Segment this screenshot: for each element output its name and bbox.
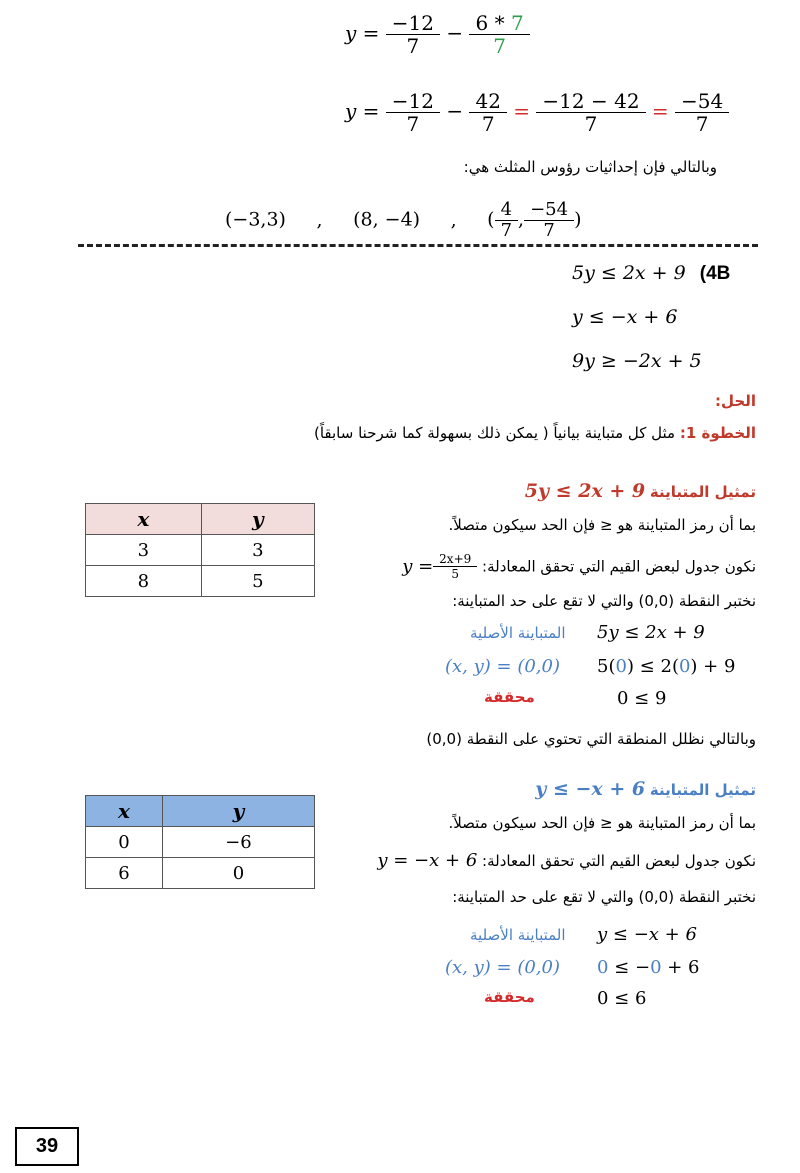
solution-label: الحل: (715, 392, 756, 410)
page-number: 39 (15, 1127, 79, 1166)
fraction: $\frac{-12}{7}$ (389, 12, 437, 57)
fraction: $\frac{42}{7}$ (472, 90, 503, 135)
fraction: $\frac{-54}{7}$ (678, 90, 726, 135)
section-2-line-2: نكون جدول لبعض القيم التي تحقق المعادلة: y = −x + 6 (377, 850, 756, 871)
vertices-intro: وبالتالي فإن إحداثيات رؤوس المثلث هي: (463, 158, 717, 176)
original-inequality-1: 5y ≤ 2x + 9 (597, 622, 705, 643)
fraction: $\frac{4}{7}$ (498, 200, 515, 241)
fraction: $\frac{-54}{7}$ (527, 200, 571, 241)
check-result-1: 0 ≤ 9 (617, 688, 667, 709)
fraction: $\frac{-12 - 42}{7}$ (539, 90, 642, 135)
problem-ineq-2: y ≤ −x + 6 (572, 306, 678, 328)
section-1-line-1: بما أن رمز المتباينة هو ≤ فإن الحد سيكون متصلاً. (448, 516, 756, 534)
section-2-line-3: نختبر النقطة (0,0) والتي لا تقع على حد المتباينة: (452, 888, 756, 906)
section-2-line-1: بما أن رمز المتباينة هو ≤ فإن الحد سيكون متصلاً. (448, 814, 756, 832)
substitution-2: 0 ≤ −0 + 6 (597, 957, 700, 978)
equation-1: y = $\frac{-12}{7}$ − $\frac{6 * 7}{7}$ (345, 12, 530, 57)
problem-ineq-1: 5y ≤ 2x + 9 (4B (572, 262, 731, 284)
section-1-line-3: نختبر النقطة (0,0) والتي لا تقع على حد المتباينة: (452, 592, 756, 610)
section-1-line-2: نكون جدول لبعض القيم التي تحقق المعادلة: y = $\frac{2x+9}{5}$ (402, 552, 756, 581)
test-point-1: (x, y) = (0,0) (445, 656, 561, 677)
satisfied-label-2: محققة (484, 988, 535, 1006)
section-1-title: تمثيل المتباينة 5y ≤ 2x + 9 (524, 480, 756, 502)
original-inequality-label-1: المتباينة الأصلية (470, 624, 566, 642)
original-inequality-2: y ≤ −x + 6 (597, 924, 697, 945)
section-1-conclusion: وبالتالي نظلل المنطقة التي تحتوي على النقطة (0,0) (426, 730, 756, 748)
test-point-2: (x, y) = (0,0) (445, 957, 561, 978)
section-divider (78, 244, 758, 247)
equation-2: y = $\frac{-12}{7}$ − $\frac{42}{7}$ = $\frac{-12 - 42}{7}$ = $\frac{-54}{7}$ (345, 90, 729, 135)
fraction: $\frac{-12}{7}$ (389, 90, 437, 135)
problem-ineq-3: 9y ≥ −2x + 5 (572, 350, 702, 372)
check-result-2: 0 ≤ 6 (597, 988, 647, 1009)
satisfied-label-1: محققة (484, 688, 535, 706)
values-table-2: x y 0 −6 6 0 (85, 795, 315, 889)
substitution-1: 5(0) ≤ 2(0) + 9 (597, 656, 736, 677)
original-inequality-label-2: المتباينة الأصلية (470, 926, 566, 944)
fraction: $\frac{6 * 7}{7}$ (472, 12, 526, 57)
values-table-1: x y 3 3 8 5 (85, 503, 315, 597)
vertices-list: (−3,3) , (8, −4) , ( $\frac{4}{7}$ , $\frac{-54}{7}$ ) (225, 199, 582, 241)
step-1: الخطوة 1: مثل كل متباينة بيانياً ( يمكن ذلك بسهولة كما شرحنا سابقاً) (314, 424, 756, 442)
section-2-title: تمثيل المتباينة y ≤ −x + 6 (535, 778, 756, 800)
